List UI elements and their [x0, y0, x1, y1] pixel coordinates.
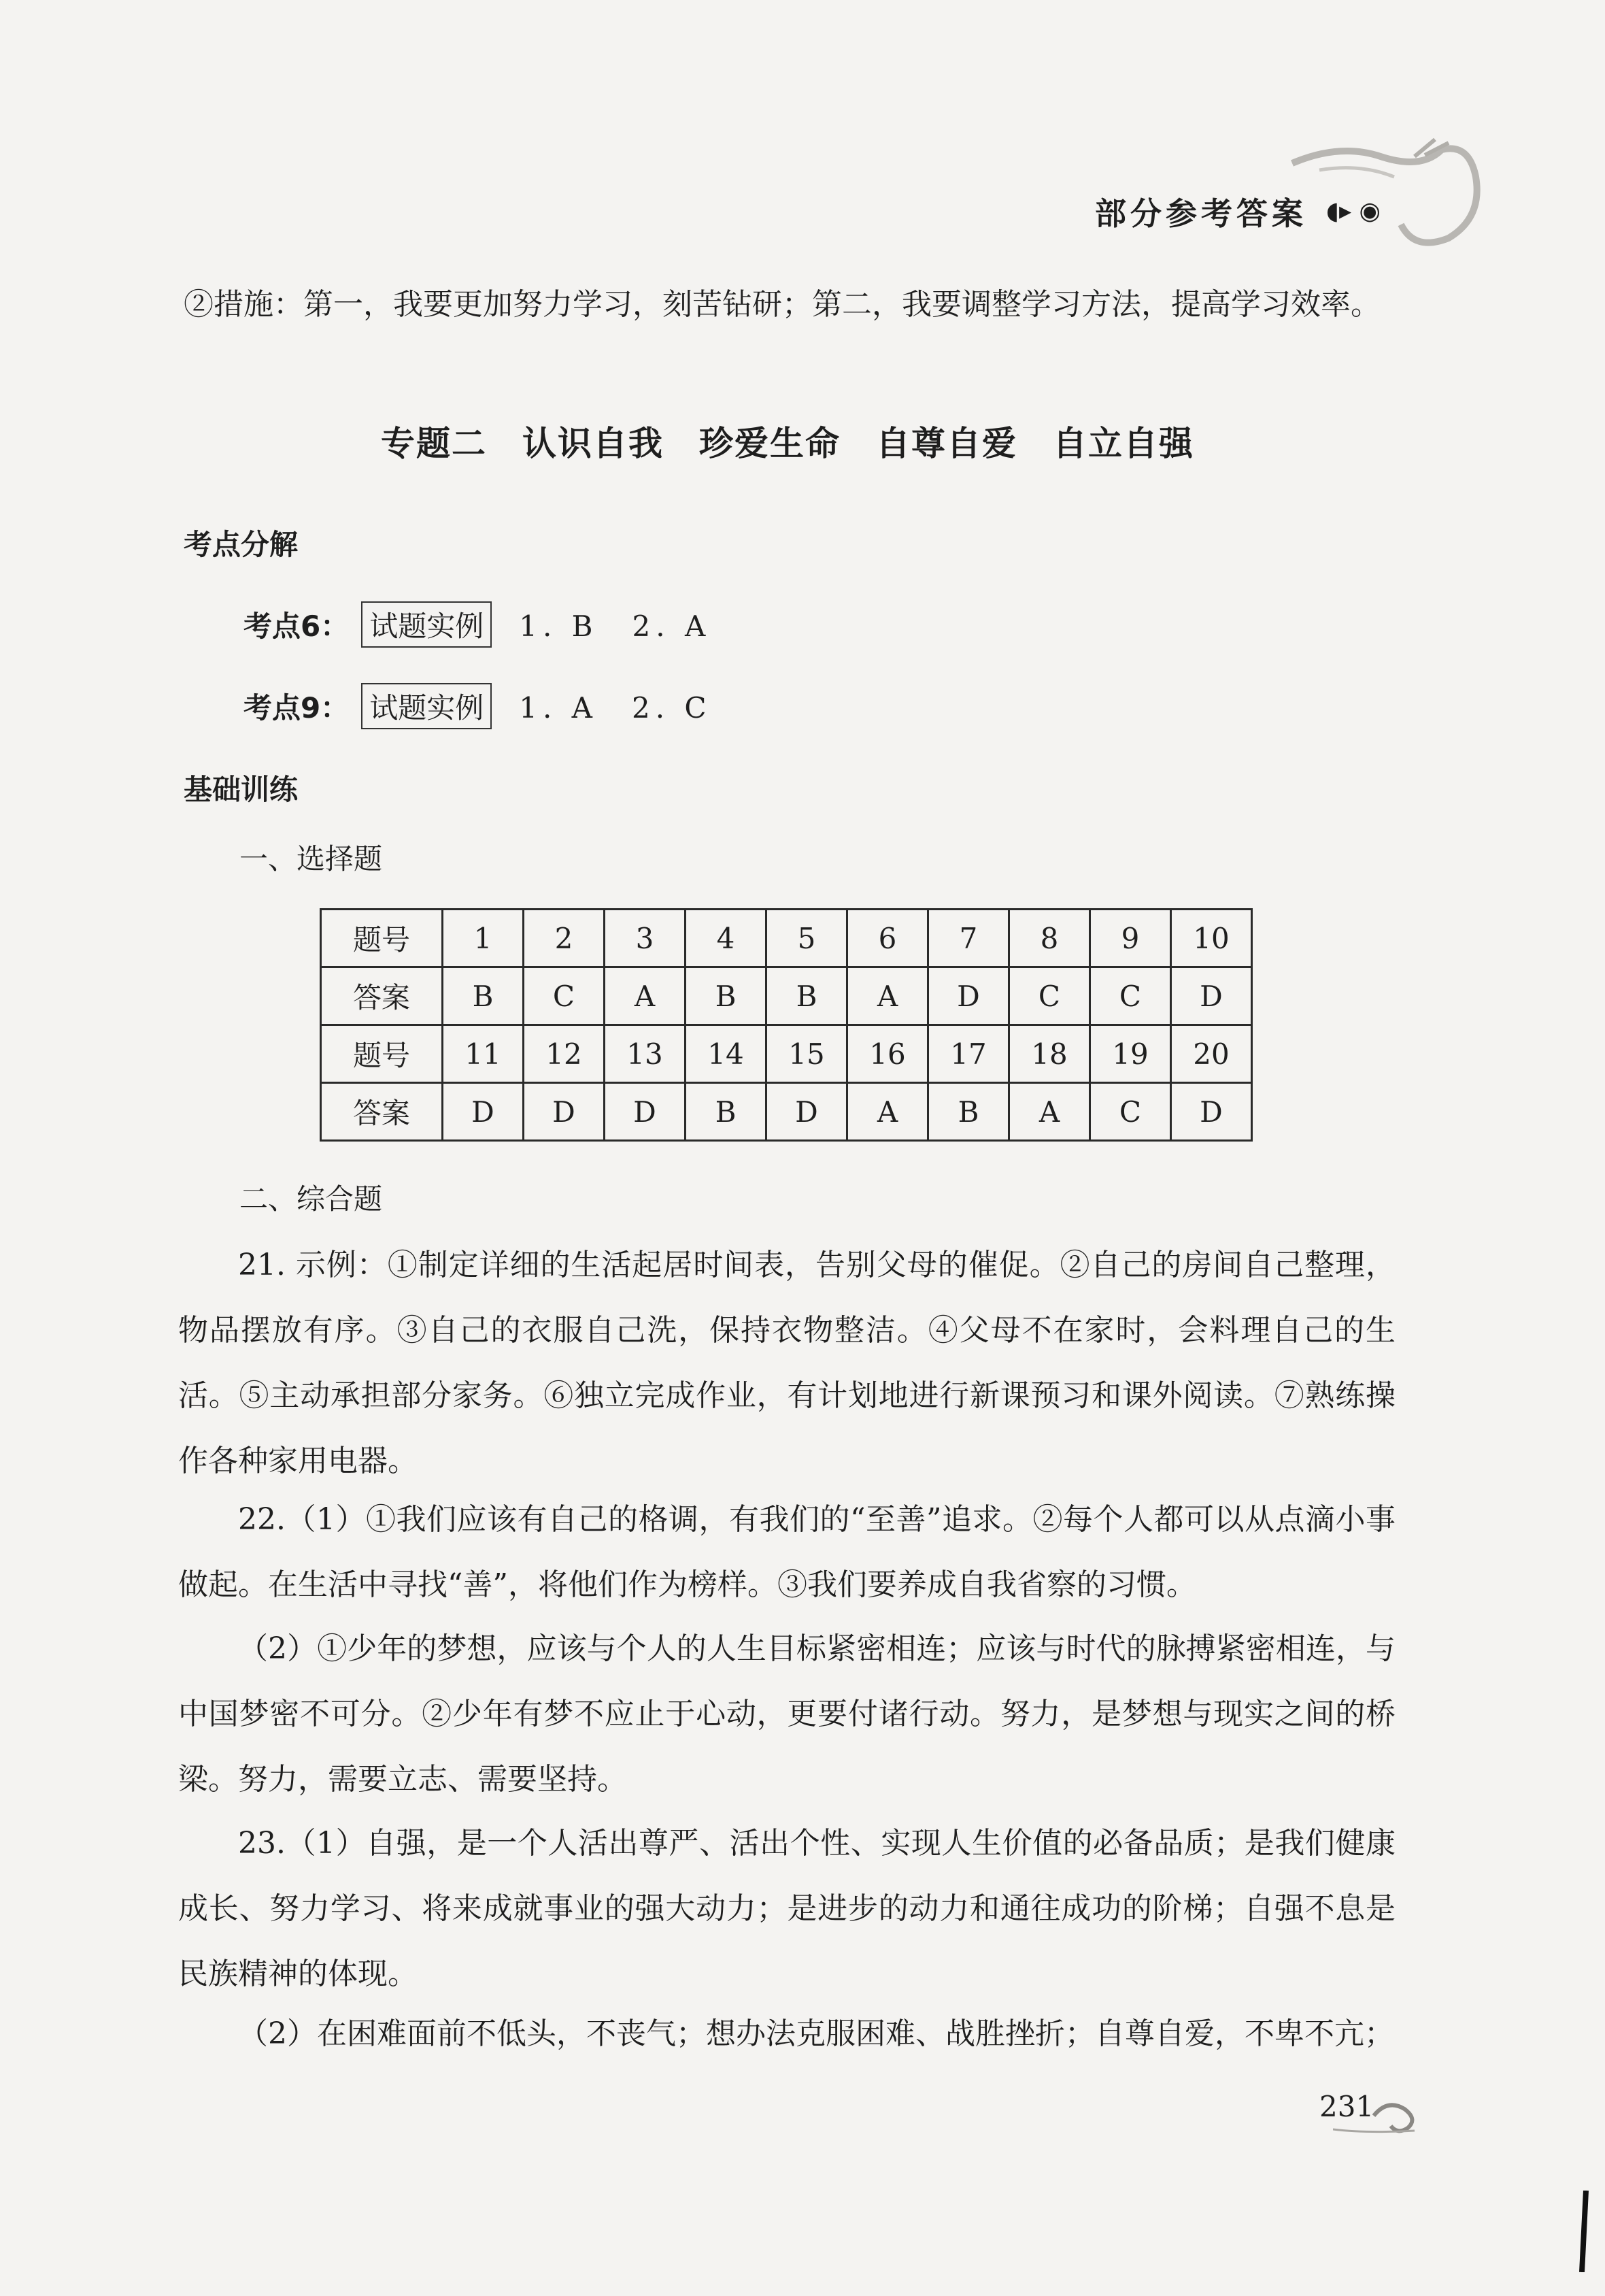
table-cell: 9: [1090, 910, 1171, 967]
table-cell: 14: [686, 1025, 766, 1083]
table-cell: C: [524, 967, 605, 1025]
answer-22-2: （2）①少年的梦想，应该与个人的人生目标紧密相连；应该与时代的脉搏紧密相连，与中国梦密不可分。②少年有梦不应止于心动，更要付诸行动。努力，是梦想与现实之间的桥梁。努力，需要立志、需要坚持。: [178, 1631, 1396, 1797]
answer-22-1: 22.（1）①我们应该有自己的格调，有我们的“至善”追求。②每个人都可以从点滴小事做起。在生活中寻找“善”，将他们作为榜样。③我们要养成自我省察的习惯。: [178, 1502, 1396, 1602]
table-cell: D: [605, 1083, 686, 1141]
table-cell: B: [928, 1083, 1009, 1141]
table-cell: 16: [847, 1025, 928, 1083]
kaodian-label: 考点9：: [243, 691, 350, 725]
table-cell: D: [928, 967, 1009, 1025]
table-head-cell: 题号: [321, 910, 443, 967]
table-cell: B: [443, 967, 524, 1025]
example-box: 试题实例: [361, 601, 492, 648]
table-cell: 17: [928, 1025, 1009, 1083]
section-kaodian: 考点分解: [184, 528, 299, 561]
table-cell: 15: [766, 1025, 847, 1083]
table-row: [321, 910, 1252, 967]
table-row: [321, 1083, 1252, 1141]
kaodian-row: [243, 683, 712, 729]
table-cell: 4: [686, 910, 766, 967]
table-cell: C: [1009, 967, 1090, 1025]
kaodian-answers: 1. A 2. C: [519, 691, 712, 725]
table-cell: 7: [928, 910, 1009, 967]
topic-heading: 专题二 认识自我 珍爱生命 自尊自爱 自立自强: [381, 424, 1194, 463]
table-cell: 5: [766, 910, 847, 967]
table-cell: A: [1009, 1083, 1090, 1141]
table-cell: A: [605, 967, 686, 1025]
answer-table: [320, 908, 1253, 1142]
dragon-cloud-decoration: [1279, 136, 1483, 259]
table-head-cell: 答案: [321, 967, 443, 1025]
table-cell: C: [1090, 1083, 1171, 1141]
intro-paragraph: ②措施：第一，我要更加努力学习，刻苦钻研；第二，我要调整学习方法，提高学习效率。: [184, 287, 1381, 322]
table-cell: D: [1171, 967, 1252, 1025]
header-marks: ◖▸ ◉: [1326, 197, 1381, 225]
table-cell: D: [524, 1083, 605, 1141]
table-cell: 1: [443, 910, 524, 967]
table-cell: 2: [524, 910, 605, 967]
sub-choice: 一、选择题: [239, 842, 383, 876]
table-cell: 11: [443, 1025, 524, 1083]
table-cell: 18: [1009, 1025, 1090, 1083]
table-head-cell: 题号: [321, 1025, 443, 1083]
table-cell: D: [1171, 1083, 1252, 1141]
table-cell: 6: [847, 910, 928, 967]
table-cell: 8: [1009, 910, 1090, 967]
table-cell: 3: [605, 910, 686, 967]
answer-23-1: 23.（1）自强，是一个人活出尊严、活出个性、实现人生价值的必备品质；是我们健康成长、努力学习、将来成就事业的强大动力；是进步的动力和通往成功的阶梯；自强不息是民族精神的体现。: [178, 1826, 1396, 1991]
kaodian-answers: 1. B 2. A: [519, 610, 711, 643]
page-number: 231: [1319, 2090, 1374, 2123]
kaodian-row: [243, 601, 711, 648]
table-cell: B: [686, 967, 766, 1025]
table-cell: 19: [1090, 1025, 1171, 1083]
section-basic: 基础训练: [184, 773, 299, 806]
table-cell: 10: [1171, 910, 1252, 967]
table-cell: 13: [605, 1025, 686, 1083]
table-cell: 20: [1171, 1025, 1252, 1083]
table-cell: 12: [524, 1025, 605, 1083]
answer-23-2: （2）在困难面前不低头，不丧气；想办法克服困难、战胜挫折；自尊自爱，不卑不亢；: [238, 2016, 1394, 2051]
example-box: 试题实例: [361, 683, 492, 729]
cloud-swirl-decoration: [1333, 2095, 1435, 2136]
answer-21: 21. 示例：①制定详细的生活起居时间表，告别父母的催促。②自己的房间自己整理，物品摆放有序。③自己的衣服自己洗，保持衣物整洁。④父母不在家时，会料理自己的生活。⑤主动承担部分家务。⑥独立完成作业，有计划地进行新课预习和课外阅读。⑦熟练操作各种家用电器。: [178, 1248, 1396, 1478]
table-row: [321, 1025, 1252, 1083]
sub-comprehensive: 二、综合题: [239, 1182, 383, 1216]
header-title: 部分参考答案: [1095, 195, 1307, 232]
table-cell: C: [1090, 967, 1171, 1025]
table-cell: D: [443, 1083, 524, 1141]
page-edge-mark: [1579, 2191, 1589, 2272]
kaodian-label: 考点6：: [243, 610, 350, 643]
table-cell: B: [686, 1083, 766, 1141]
table-cell: D: [766, 1083, 847, 1141]
table-cell: B: [766, 967, 847, 1025]
table-cell: A: [847, 1083, 928, 1141]
table-head-cell: 答案: [321, 1083, 443, 1141]
table-row: [321, 967, 1252, 1025]
table-cell: A: [847, 967, 928, 1025]
